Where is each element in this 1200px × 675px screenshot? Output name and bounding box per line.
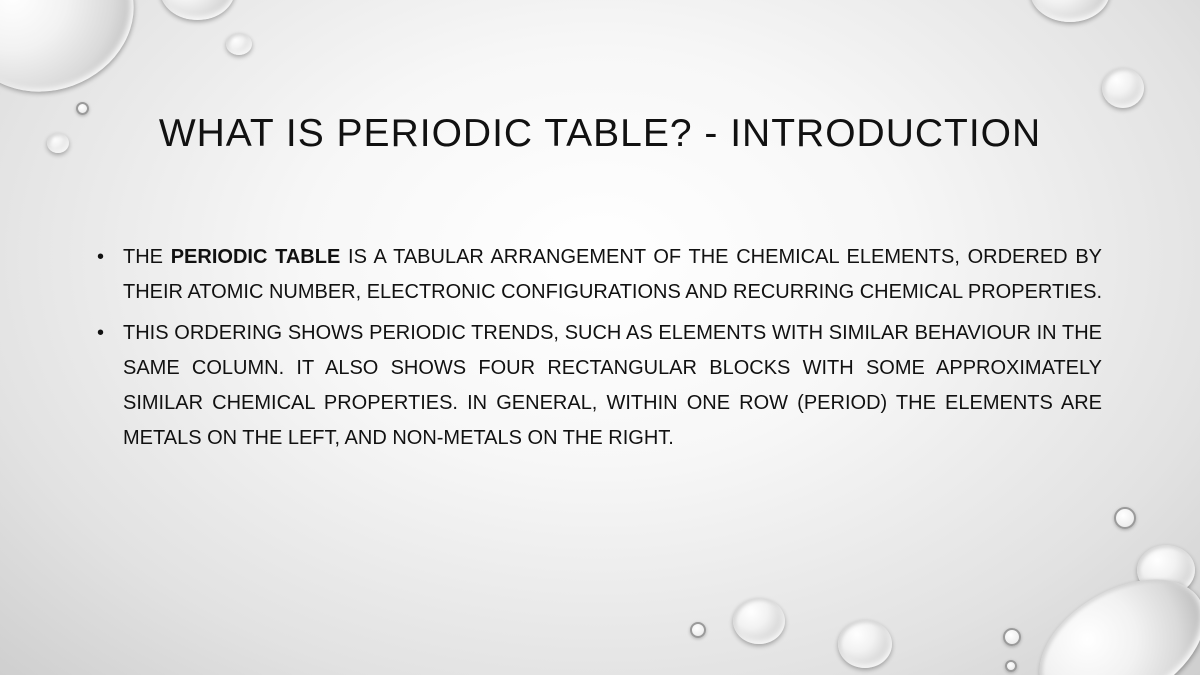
water-drop-decoration xyxy=(1102,68,1144,108)
list-item xyxy=(97,240,1102,310)
water-drop-decoration xyxy=(0,0,155,115)
water-drop-decoration xyxy=(226,33,252,55)
water-drop-decoration xyxy=(690,622,706,638)
water-drop-decoration xyxy=(733,598,785,644)
water-drop-decoration xyxy=(1030,0,1110,22)
bullet-text-prefix: THE xyxy=(123,246,171,268)
bullet-list xyxy=(97,240,1102,462)
list-item xyxy=(97,316,1102,456)
water-drop-decoration xyxy=(1114,507,1136,529)
water-drop-decoration xyxy=(1003,628,1021,646)
slide-title: WHAT IS PERIODIC TABLE? - INTRODUCTION xyxy=(158,112,1042,155)
bullet-text: IS A TABULAR ARRANGEMENT OF THE CHEMICAL ELEMENTS, ORDERED BY THEIR ATOMIC NUMBER, ELECTRONIC CONFIGURATIONS AND RECURRING CHEMICAL PROPERTIES. xyxy=(123,246,1102,303)
bullet-text: THIS ORDERING SHOWS PERIODIC TRENDS, SUCH AS ELEMENTS WITH SIMILAR BEHAVIOUR IN THE SAME COLUMN. IT ALSO SHOWS FOUR RECTANGULAR BLOCKS WITH SOME APPROXIMATELY SIMILAR CHEMICAL PROPERTIES. IN GENERAL, WITHIN ONE ROW (PERIOD) THE ELEMENTS ARE METALS ON THE LEFT, AND NON-METALS ON THE RIGHT. xyxy=(123,322,1102,449)
bullet-marker: • xyxy=(97,246,105,268)
water-drop-decoration xyxy=(838,620,892,668)
bold-term: PERIODIC TABLE xyxy=(170,246,341,268)
water-drop-decoration xyxy=(1005,660,1017,672)
bullet-marker: • xyxy=(97,322,105,344)
water-drop-decoration xyxy=(160,0,235,20)
